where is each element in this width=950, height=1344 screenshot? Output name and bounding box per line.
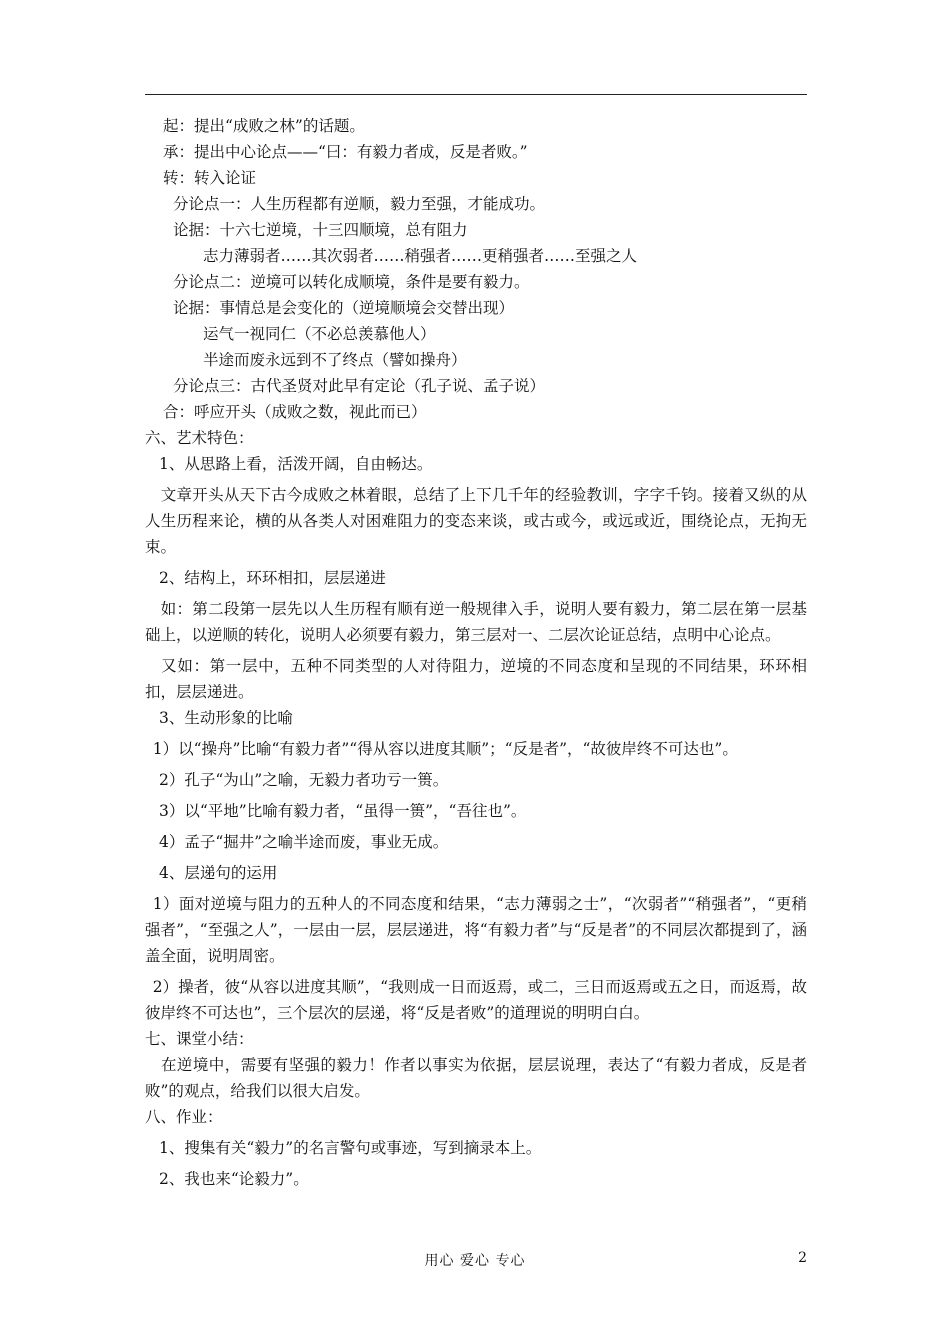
header-rule: [145, 94, 807, 95]
homework-1: 1、搜集有关“毅力”的名言警句或事迹，写到摘录本上。: [159, 1139, 542, 1157]
structure-he: 合：呼应开头（成败之数，视此而已）: [163, 403, 427, 421]
evidence-1a: 志力薄弱者……其次弱者……稍强者……更稍强者……至强之人: [203, 247, 638, 265]
section-6-item-3-sub-1: 1）以“操舟”比喻“有毅力者”“得从容以进度其顺”；“反是者”，“故彼岸终不可达也”。: [152, 740, 738, 758]
section-6-item-1-body: 文章开头从天下古今成败之林着眼，总结了上下几千年的经验教训，字字千钧。接着又纵的从人生历程来论，横的从各类人对困难阻力的变态来谈，或古或今，或远或近，围绕论点，无拘无束。: [145, 486, 807, 556]
evidence-2: 论据：事情总是会变化的（逆境顺境会交替出现）: [173, 299, 515, 317]
document-body: [145, 113, 807, 1192]
section-6-item-3-sub-2: 2）孔子“为山”之喻，无毅力者功亏一篑。: [159, 771, 449, 789]
homework-2: 2、我也来“论毅力”。: [159, 1170, 309, 1188]
section-6-item-1-title: 1、从思路上看，活泼开阔，自由畅达。: [159, 455, 433, 473]
section-6-item-4-sub-2: 2）操者，彼“从容以进度其顺”，“我则成一日而返焉，或二，三日而返焉或五之日，而返焉，故彼岸终不可达也”，三个层次的层递，将“反是者败”的道理说的明明白白。: [145, 978, 807, 1022]
section-6-item-2-body-2: 又如：第一层中，五种不同类型的人对待阻力，逆境的不同态度和呈现的不同结果，环环相扣，层层递进。: [145, 657, 807, 701]
structure-qi: 起：提出“成败之林”的话题。: [163, 117, 365, 135]
section-6-heading: 六、艺术特色：: [145, 429, 254, 447]
evidence-2a: 运气一视同仁（不必总羡慕他人）: [203, 325, 436, 343]
evidence-2b: 半途而废永远到不了终点（譬如操舟）: [203, 351, 467, 369]
structure-cheng: 承：提出中心论点——“曰：有毅力者成，反是者败。”: [163, 143, 528, 161]
sub-point-1: 分论点一：人生历程都有逆顺，毅力至强，才能成功。: [173, 195, 546, 213]
section-6-item-2-body-1: 如：第二段第一层先以人生历程有顺有逆一般规律入手，说明人要有毅力，第二层在第一层基础上，以逆顺的转化，说明人必须要有毅力，第三层对一、二层次论证总结，点明中心论点。: [145, 600, 807, 644]
section-6-item-3-sub-4: 4）孟子“掘井”之喻半途而废，事业无成。: [159, 833, 449, 851]
section-6-item-2-title: 2、结构上，环环相扣，层层递进: [159, 569, 386, 587]
sub-point-3: 分论点三：古代圣贤对此早有定论（孔子说、孟子说）: [173, 377, 546, 395]
page-number: 2: [798, 1250, 807, 1266]
section-8-heading: 八、作业：: [145, 1108, 223, 1126]
section-6-item-4-title: 4、层递句的运用: [159, 864, 278, 882]
evidence-1: 论据：十六七逆境，十三四顺境，总有阻力: [173, 221, 468, 239]
section-6-item-3-sub-3: 3）以“平地”比喻有毅力者，“虽得一篑”，“吾往也”。: [159, 802, 527, 820]
section-7-body: 在逆境中，需要有坚强的毅力！作者以事实为依据，层层说理，表达了“有毅力者成，反是者败”的观点，给我们以很大启发。: [145, 1056, 807, 1100]
structure-zhuan: 转：转入论证: [163, 169, 257, 187]
section-7-heading: 七、课堂小结：: [145, 1030, 254, 1048]
sub-point-2: 分论点二：逆境可以转化成顺境，条件是要有毅力。: [173, 273, 530, 291]
footer-motto: 用心 爱心 专心: [424, 1253, 526, 1269]
section-6-item-4-sub-1: 1）面对逆境与阻力的五种人的不同态度和结果，“志力薄弱之士”，“次弱者”“稍强者”，“更稍强者”，“至强之人”，一层由一层，层层递进，将“有毅力者”与“反是者”的不同层次都提到了，涵盖全面，说明周密。: [145, 895, 807, 965]
section-6-item-3-title: 3、生动形象的比喻: [159, 709, 293, 727]
